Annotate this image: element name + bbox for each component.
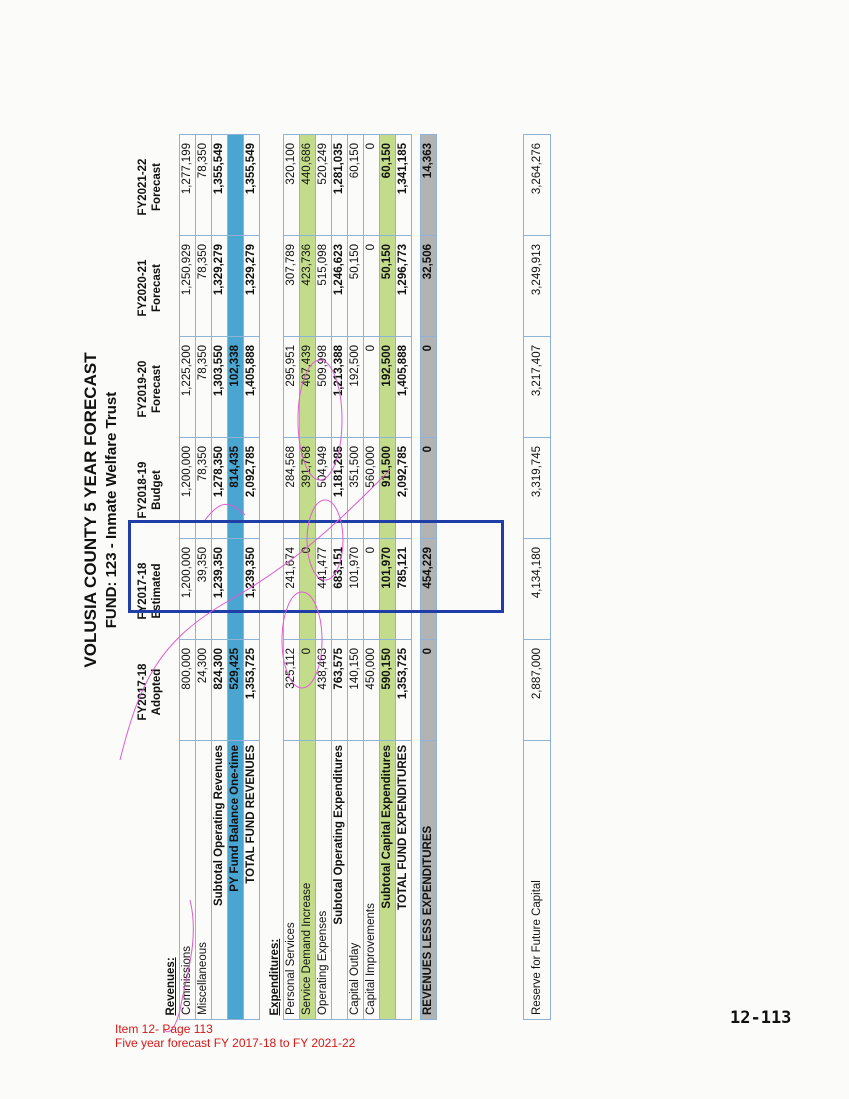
cell-value: 102,338	[228, 337, 244, 438]
cell-value: 1,355,549	[244, 135, 260, 236]
cell-value: 800,000	[180, 640, 196, 741]
cell-value: 0	[300, 640, 316, 741]
cell-value: 284,568	[284, 438, 300, 539]
row-label: Subtotal Operating Expenditures	[332, 741, 348, 1020]
column-header: FY2017-18 Estimated	[137, 562, 163, 620]
cell-value: 2,092,785	[396, 438, 412, 539]
cell-value: 1,239,350	[244, 539, 260, 640]
row-label: Service Demand Increase	[300, 741, 316, 1020]
cell-value: 1,405,888	[396, 337, 412, 438]
cell-value: 529,425	[228, 640, 244, 741]
cell-value: 785,121	[396, 539, 412, 640]
cell-value: 423,736	[300, 236, 316, 337]
cell-value: 1,355,549	[212, 135, 228, 236]
cell-value: 0	[421, 640, 437, 741]
cell-value: 78,350	[196, 438, 212, 539]
cell-value: 60,150	[380, 135, 396, 236]
cell-value: 0	[421, 438, 437, 539]
cell-value: 590,150	[380, 640, 396, 741]
cell-value: 78,350	[196, 135, 212, 236]
document-subtitle: FUND: 123 - Inmate Welfare Trust	[103, 391, 120, 629]
cell-value: 1,341,185	[396, 135, 412, 236]
expenditures-heading: Expenditures:	[269, 938, 281, 1016]
cell-value: 824,300	[212, 640, 228, 741]
row-label: Commissions	[180, 741, 196, 1020]
cell-value	[228, 236, 244, 337]
cell-value: 683,151	[332, 539, 348, 640]
column-header: FY2021-22 Forecast	[137, 158, 163, 216]
reserve-table	[523, 134, 551, 1020]
cell-value: 101,970	[380, 539, 396, 640]
cell-value: 1,281,035	[332, 135, 348, 236]
cell-value: 60,150	[348, 135, 364, 236]
item-page-note: Item 12- Page 113	[115, 1022, 213, 1036]
cell-value: 320,100	[284, 135, 300, 236]
cell-value: 1,250,929	[180, 236, 196, 337]
cell-value: 407,439	[300, 337, 316, 438]
cell-value: 1,405,888	[244, 337, 260, 438]
cell-value: 509,998	[316, 337, 332, 438]
cell-value: 1,246,623	[332, 236, 348, 337]
cell-value: 101,970	[348, 539, 364, 640]
cell-value: 1,225,200	[180, 337, 196, 438]
reserve-row	[524, 135, 551, 1020]
title-block	[80, 0, 122, 1020]
document-title: VOLUSIA COUNTY 5 YEAR FORECAST	[81, 352, 100, 668]
column-header: FY2018-19 Budget	[137, 461, 163, 519]
cell-value: 3,264,276	[524, 135, 551, 236]
cell-value: 2,887,000	[524, 640, 551, 741]
cell-value: 0	[364, 236, 380, 337]
cell-value: 1,278,350	[212, 438, 228, 539]
cell-value: 1,213,388	[332, 337, 348, 438]
cell-value	[228, 135, 244, 236]
cell-value: 1,329,279	[244, 236, 260, 337]
cell-value: 192,500	[380, 337, 396, 438]
cell-value: 1,239,350	[212, 539, 228, 640]
row-label: TOTAL FUND REVENUES	[244, 741, 260, 1020]
cell-value: 450,000	[364, 640, 380, 741]
cell-value: 441,477	[316, 539, 332, 640]
row-label: REVENUES LESS EXPENDITURES	[421, 741, 437, 1020]
row-label: Capital Improvements	[364, 741, 380, 1020]
cell-value: 1,200,000	[180, 438, 196, 539]
cell-value: 3,249,913	[524, 236, 551, 337]
cell-value: 32,506	[421, 236, 437, 337]
cell-value: 0	[364, 135, 380, 236]
cell-value: 78,350	[196, 337, 212, 438]
column-header: FY2017-18 Adopted	[137, 663, 163, 721]
rotated-forecast-sheet	[80, 0, 560, 1020]
row-label: Subtotal Capital Expenditures	[380, 741, 396, 1020]
cell-value: 911,500	[380, 438, 396, 539]
revenues-heading: Revenues:	[165, 957, 177, 1016]
cell-value: 1,277,199	[180, 135, 196, 236]
row-label: Subtotal Operating Revenues	[212, 741, 228, 1020]
cell-value: 192,500	[348, 337, 364, 438]
cell-value: 50,150	[380, 236, 396, 337]
cell-value: 1,353,725	[244, 640, 260, 741]
row-label: Capital Outlay	[348, 741, 364, 1020]
row-label: Reserve for Future Capital	[524, 741, 551, 1020]
column-header: FY2019-20 Forecast	[137, 360, 163, 418]
column-header: FY2020-21 Forecast	[137, 259, 163, 317]
page-number: 12-113	[730, 1008, 792, 1028]
cell-value: 438,463	[316, 640, 332, 741]
cell-value: 814,435	[228, 438, 244, 539]
cell-value: 351,500	[348, 438, 364, 539]
fy2018-19-highlight-box	[128, 520, 504, 613]
cell-value: 0	[364, 539, 380, 640]
row-label: Miscellaneous	[196, 741, 212, 1020]
cell-value: 3,217,407	[524, 337, 551, 438]
forecast-note: Five year forecast FY 2017-18 to FY 2021-22	[115, 1036, 356, 1050]
cell-value: 325,112	[284, 640, 300, 741]
cell-value: 763,575	[332, 640, 348, 741]
cell-value: 3,319,745	[524, 438, 551, 539]
cell-value: 1,303,550	[212, 337, 228, 438]
cell-value: 14,363	[421, 135, 437, 236]
cell-value: 1,200,000	[180, 539, 196, 640]
cell-value: 0	[364, 337, 380, 438]
cell-value: 1,296,773	[396, 236, 412, 337]
cell-value: 391,768	[300, 438, 316, 539]
row-label: Operating Expenses	[316, 741, 332, 1020]
cell-value: 515,098	[316, 236, 332, 337]
row-label: TOTAL FUND EXPENDITURES	[396, 741, 412, 1020]
cell-value: 560,000	[364, 438, 380, 539]
cell-value: 504,949	[316, 438, 332, 539]
cell-value: 295,951	[284, 337, 300, 438]
cell-value: 78,350	[196, 236, 212, 337]
cell-value: 1,329,279	[212, 236, 228, 337]
cell-value: 50,150	[348, 236, 364, 337]
cell-value: 2,092,785	[244, 438, 260, 539]
cell-value: 140,150	[348, 640, 364, 741]
cell-value: 440,686	[300, 135, 316, 236]
row-label: PY Fund Balance One-time	[228, 741, 244, 1020]
cell-value: 39,350	[196, 539, 212, 640]
row-label: Personal Services	[284, 741, 300, 1020]
cell-value: 241,674	[284, 539, 300, 640]
header-blank	[130, 741, 164, 1020]
cell-value: 1,181,285	[332, 438, 348, 539]
cell-value: 454,229	[421, 539, 437, 640]
cell-value: 0	[421, 337, 437, 438]
cell-value: 4,134,180	[524, 539, 551, 640]
cell-value: 520,249	[316, 135, 332, 236]
cell-value: 307,789	[284, 236, 300, 337]
cell-value: 24,300	[196, 640, 212, 741]
cell-value: 1,353,725	[396, 640, 412, 741]
cell-value: 0	[300, 539, 316, 640]
